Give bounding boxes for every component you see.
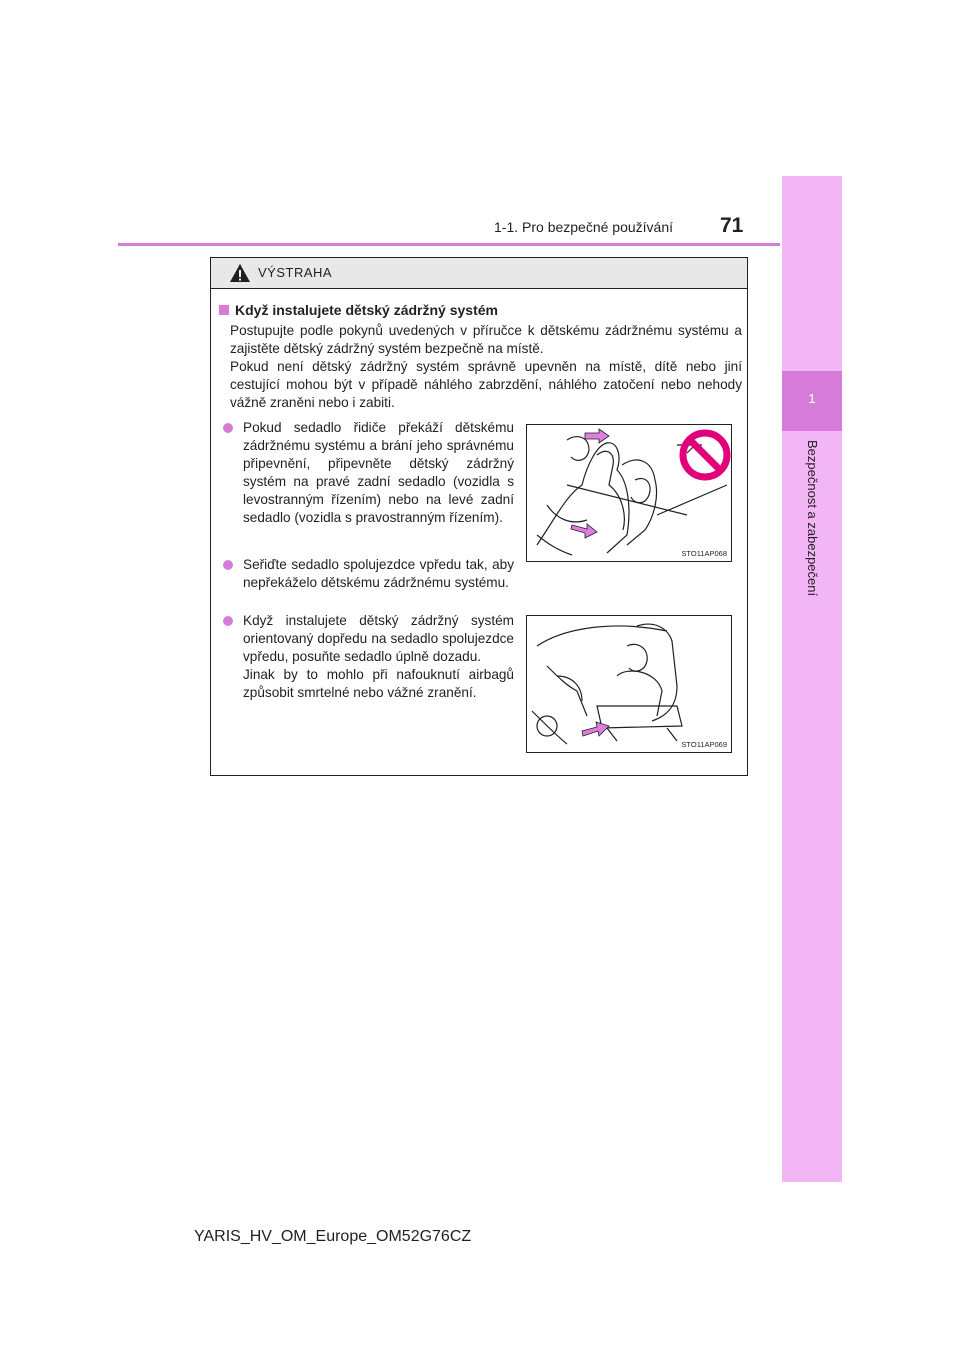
illustration-code: STO11AP068 — [681, 549, 727, 558]
illustration-passenger-seat — [526, 615, 732, 753]
chapter-tab — [782, 176, 842, 1182]
warning-heading-text: Když instalujete dětský zádržný systém — [235, 302, 498, 318]
warning-heading — [219, 302, 498, 318]
passenger-seat-drawing — [527, 616, 731, 752]
chapter-title: Bezpečnost a zabezpečení — [805, 440, 820, 597]
warning-intro — [230, 322, 742, 412]
bullet-text: Pokud sedadlo řidiče překáží dětskému zádržnému systému a brání jeho správnému připevnění, připevněte dětský zádržný systém na pravé zadní sedadlo (vozidla s levostranným řízením) nebo na levé zadní sedadlo (vozidla s pravostranným řízením). — [243, 420, 514, 525]
illustration-code: STO11AP069 — [681, 740, 727, 749]
bullet-text: Když instalujete dětský zádržný systém orientovaný dopředu na sedadlo spolujezdce vpředu, posuňte sedadlo úplně dozadu. — [243, 613, 514, 664]
arrow-icon — [582, 722, 609, 736]
bullet-text: Seřiďte sedadlo spolujezdce vpředu tak, aby nepřekáželo dětskému zádržnému systému. — [243, 557, 514, 590]
arrow-icon — [585, 429, 609, 443]
page-number: 71 — [720, 214, 744, 237]
bullet-item — [223, 612, 514, 702]
illustration-driver-seat — [526, 424, 732, 562]
chapter-number: 1 — [808, 391, 816, 406]
bullet-item — [223, 556, 514, 592]
warning-header — [211, 258, 747, 289]
prohibited-icon — [683, 433, 727, 477]
section-title: 1-1. Pro bezpečné používání — [494, 219, 674, 235]
bullet-item — [223, 419, 514, 527]
bullet-dot-icon — [223, 423, 233, 433]
driver-seat-drawing — [527, 425, 731, 561]
warning-label: VÝSTRAHA — [258, 265, 333, 280]
warning-triangle-icon — [229, 263, 251, 283]
header-rule — [118, 243, 780, 246]
bullet-dot-icon — [223, 616, 233, 626]
bullet-text: Jinak by to mohlo při nafouknutí airbagů způsobit smrtelné nebo vážné zranění. — [243, 667, 514, 700]
warning-paragraph: Postupujte podle pokynů uvedených v příručce k dětskému zádržnému systému a zajistěte dětský zádržný systém bezpečně na místě. — [230, 323, 742, 356]
warning-box — [210, 257, 748, 776]
document-code: YARIS_HV_OM_Europe_OM52G76CZ — [194, 1228, 472, 1245]
square-bullet-icon — [219, 305, 229, 315]
warning-paragraph: Pokud není dětský zádržný systém správně upevněn na místě, dítě nebo jiní cestující mohou být v případě náhlého zabrzdění, náhlého zatočení nebo nehody vážně zraněni nebo i zabiti. — [230, 359, 742, 410]
bullet-dot-icon — [223, 560, 233, 570]
